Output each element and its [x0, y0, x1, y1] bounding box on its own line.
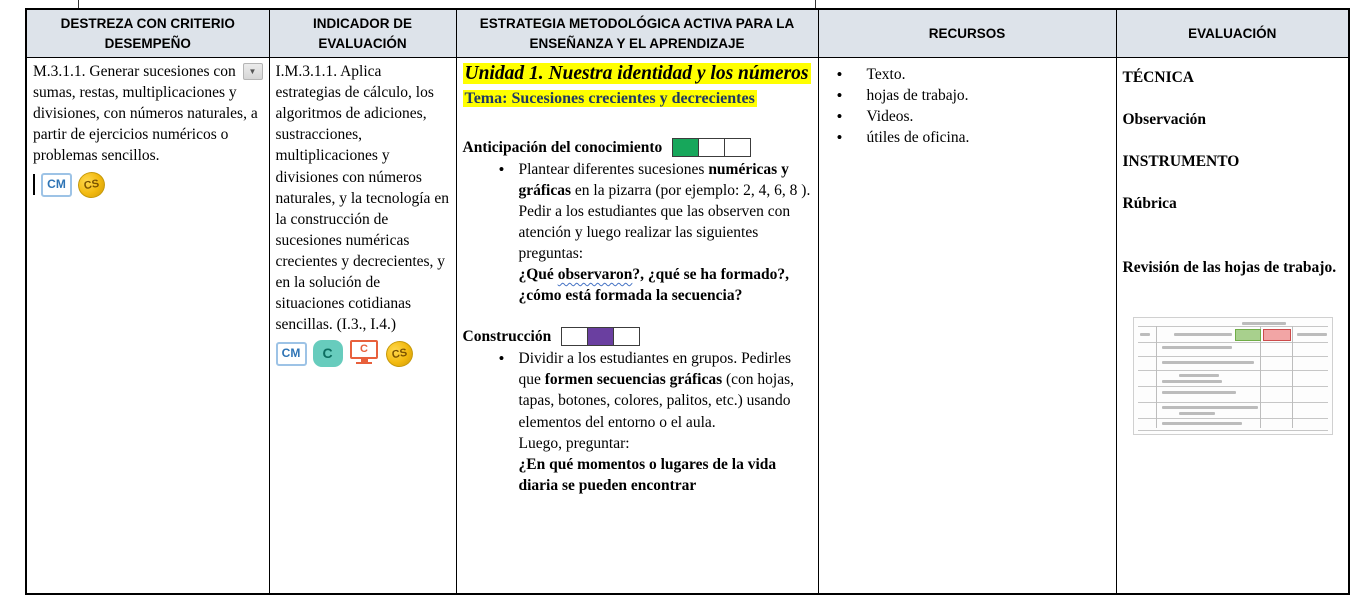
spellcheck-word: observaron	[557, 266, 633, 284]
instrumento-label: INSTRUMENTO	[1122, 153, 1240, 171]
column-header-recursos: RECURSOS	[818, 9, 1116, 58]
theme-title: Tema: Sucesiones crecientes y decrecientes	[464, 89, 755, 107]
list-item: • Dividir a los estudiantes en grupos. Pedirles que formen secuencias gráficas (con hojas, tapas, botones, colores, palitos, etc.) usando elementos del entorno o el aula. Luego, preguntar: ¿En qué momentos o lugares de la vida diaria se pueden encontrar	[463, 348, 812, 496]
cell-indicador	[269, 58, 456, 594]
unit-title: Unidad 1. Nuestra identidad y los números	[464, 63, 809, 85]
chevron-down-icon: ▼	[248, 66, 257, 76]
cell-evaluacion	[1116, 58, 1349, 594]
text-cursor	[33, 174, 35, 195]
cm-badge-icon: CM	[276, 342, 307, 366]
cell-estrategia	[456, 58, 818, 594]
body-row	[26, 58, 1349, 594]
resources-list	[825, 64, 1110, 148]
anticipation-heading: Anticipación del conocimiento	[463, 137, 812, 158]
tecnica-label: TÉCNICA	[1122, 69, 1194, 87]
anticipation-list	[463, 159, 812, 307]
tecnica-value: Observación	[1122, 111, 1207, 129]
construction-list	[463, 348, 812, 496]
rubric-green-cell	[1235, 329, 1261, 341]
header-row	[26, 9, 1349, 58]
speech-bubble-c-icon: C	[313, 340, 343, 367]
column-header-estrategia: ESTRATEGIA METODOLÓGICA ACTIVA PARA LA ENSEÑANZA Y EL APRENDIZAJE	[456, 9, 818, 58]
list-item: • Videos.	[825, 106, 1110, 127]
lesson-plan-table	[25, 8, 1350, 595]
list-item: • Texto.	[825, 64, 1110, 85]
dropdown-button[interactable]	[243, 63, 263, 80]
anticipation-progress-indicator	[672, 138, 751, 157]
list-item: • útiles de oficina.	[825, 127, 1110, 148]
cs-badge-icon: CS	[383, 338, 414, 368]
cell-recursos	[818, 58, 1116, 594]
rubric-thumbnail-image	[1133, 317, 1333, 435]
cm-badge-icon: CM	[41, 173, 72, 197]
monitor-c-icon: C	[349, 340, 380, 367]
cs-badge-icon: CS	[76, 169, 107, 199]
column-header-indicador: INDICADOR DE EVALUACIÓN	[269, 9, 456, 58]
progress-segment-empty	[725, 139, 750, 156]
list-item: • hojas de trabajo.	[825, 85, 1110, 106]
list-item: • Plantear diferentes sucesiones numéricas y gráficas en la pizarra (por ejemplo: 2, 4, 6, 8 ). Pedir a los estudiantes que las observen con atención y luego realizar las siguientes preguntas: ¿Qué observaron?, ¿qué se ha formado?, ¿cómo está formada la secuencia?	[463, 159, 812, 307]
progress-segment-empty	[614, 328, 639, 345]
construction-progress-indicator	[561, 327, 640, 346]
cell-destreza	[26, 58, 269, 594]
column-header-destreza: DESTREZA CON CRITERIO DESEMPEÑO	[26, 9, 269, 58]
evaluation-note: Revisión de las hojas de trabajo.	[1122, 259, 1337, 277]
instrumento-value: Rúbrica	[1122, 195, 1177, 213]
progress-segment-filled	[673, 139, 699, 156]
progress-segment-empty	[699, 139, 725, 156]
progress-segment-empty	[562, 328, 588, 345]
column-header-evaluacion: EVALUACIÓN	[1116, 9, 1349, 58]
destreza-text: M.3.1.1. Generar sucesiones con sumas, restas, multiplicaciones y divisiones, con números naturales, a partir de ejercicios numéricos o problemas sencillos.	[33, 63, 258, 165]
progress-segment-filled	[588, 328, 614, 345]
rubric-red-cell	[1263, 329, 1291, 341]
construction-heading: Construcción	[463, 326, 812, 347]
indicador-text: I.M.3.1.1. Aplica estrategias de cálculo, los algoritmos de adiciones, sustracciones, multiplicaciones y divisiones con números naturales, y la tecnología en la construcción de sucesiones numéricas crecientes y decrecientes, y en la solución de situaciones cotidianas sencillas. (I.3., I.4.)	[275, 63, 449, 334]
